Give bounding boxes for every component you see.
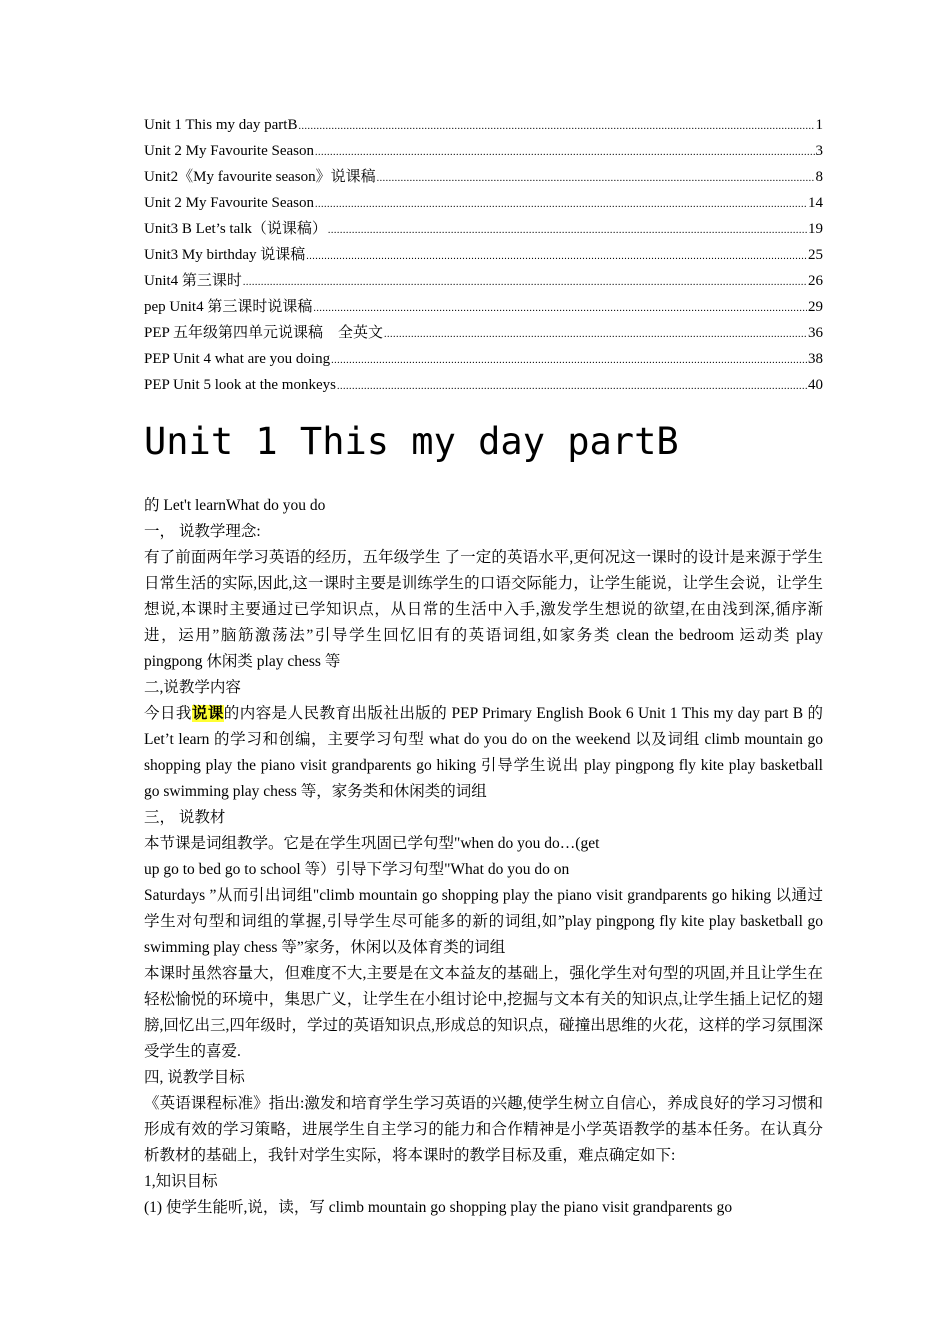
toc-entry[interactable] [144, 268, 823, 294]
toc-entry[interactable] [144, 346, 823, 372]
paragraph: 的 Let't learnWhat do you do [144, 497, 326, 514]
toc-leader-dots [298, 114, 814, 138]
toc-leader-dots [315, 192, 807, 216]
section-label: 1,知识目标 [144, 1173, 218, 1190]
toc-entry[interactable] [144, 216, 823, 242]
toc-leader-dots [315, 140, 815, 164]
body-text [144, 493, 823, 1221]
toc-entry-page: 8 [815, 169, 823, 185]
toc-entry-title: PEP Unit 5 look at the monkeys [144, 377, 336, 393]
paragraph-text: 的内容是人民教育出版社出版的 PEP Primary English Book 6 Unit 1 This my day part B 的 Let’t learn 的学习和创编，主要学习句型 what do you do on the weekend 以及词组 climb mountain go shopping play the piano visit grandparents go hiking 引导学生说出 play pingpong fly kite play basketball go swimming play chess 等，家务类和休闲类的词组 [144, 705, 823, 800]
paragraph [144, 701, 823, 805]
toc-entry-title: Unit 1 This my day partB [144, 117, 298, 133]
toc-entry-title: pep Unit4 第三课时说课稿 [144, 299, 313, 315]
toc-entry-page: 3 [815, 143, 823, 159]
paragraph: 《英语课程标准》指出:激发和培育学生学习英语的兴趣,使学生树立自信心，养成良好的学习习惯和形成有效的学习策略，进展学生自主学习的能力和合作精神是小学英语教学的基本任务。在认真分析教材的基础上，我针对学生实际，将本课时的教学目标及重，难点确定如下: [144, 1095, 823, 1164]
section-label: 二,说教学内容 [144, 679, 241, 696]
toc-entry-page: 14 [808, 195, 823, 211]
toc-entry-page: 36 [808, 325, 823, 341]
paragraph: Saturdays ”从而引出词组"climb mountain go shopping play the piano visit grandparents go hiking 以通过学生对句型和词组的掌握,引导学生尽可能多的新的词组,如”play pingpong fly kite play basketball go swimming play chess 等”家务，休闲以及体育类的词组 [144, 887, 823, 956]
toc-leader-dots [331, 348, 807, 372]
toc-entry-page: 38 [808, 351, 823, 367]
toc-entry[interactable] [144, 112, 823, 138]
toc-entry[interactable] [144, 164, 823, 190]
section-label: 四, 说教学目标 [144, 1069, 245, 1086]
toc-entry-page: 40 [808, 377, 823, 393]
toc-entry-page: 1 [815, 117, 823, 133]
toc-entry[interactable] [144, 372, 823, 398]
toc-leader-dots [243, 270, 807, 294]
toc-entry-title: Unit 2 My Favourite Season [144, 143, 314, 159]
toc-entry-title: Unit3 My birthday 说课稿 [144, 247, 306, 263]
toc-entry-page: 19 [808, 221, 823, 237]
toc-leader-dots [384, 322, 807, 346]
paragraph: (1) 使学生能听,说，读，写 climb mountain go shopping play the piano visit grandparents go [144, 1199, 733, 1216]
toc-leader-dots [337, 374, 807, 398]
toc-entry-title: Unit3 B Let’s talk（说课稿） [144, 221, 327, 237]
toc-entry-title: Unit 2 My Favourite Season [144, 195, 314, 211]
toc-entry-page: 25 [808, 247, 823, 263]
table-of-contents [144, 112, 823, 398]
toc-leader-dots [377, 166, 815, 190]
toc-entry[interactable] [144, 190, 823, 216]
paragraph: up go to bed go to school 等）引导下学习句型"What do you do on [144, 861, 570, 878]
section-label: 一， 说教学理念: [144, 523, 261, 540]
paragraph: 有了前面两年学习英语的经历，五年级学生 了一定的英语水平,更何况这一课时的设计是来源于学生日常生活的实际,因此,这一课时主要是训练学生的口语交际能力，让学生能说，让学生会说，让学生想说,本课时主要通过已学知识点，从日常的生活中入手,激发学生想说的欲望,在由浅到深,循序渐进，运用”脑筋激荡法”引导学生回忆旧有的英语词组,如家务类 clean the bedroom 运动类 play pingpong 休闲类 play chess 等 [144, 549, 823, 670]
toc-entry-page: 26 [808, 273, 823, 289]
toc-entry-title: Unit2《My favourite season》说课稿 [144, 169, 376, 185]
highlighted-term: 说课 [191, 705, 224, 722]
toc-entry-title: Unit4 第三课时 [144, 273, 242, 289]
toc-leader-dots [313, 296, 807, 320]
toc-leader-dots [306, 244, 807, 268]
toc-entry-title: PEP 五年级第四单元说课稿 全英文 [144, 325, 384, 341]
toc-entry-title: PEP Unit 4 what are you doing [144, 351, 331, 367]
toc-entry[interactable] [144, 242, 823, 268]
toc-entry[interactable] [144, 138, 823, 164]
section-heading: Unit 1 This my day partB [144, 420, 679, 463]
toc-entry[interactable] [144, 320, 823, 346]
toc-entry-page: 29 [808, 299, 823, 315]
paragraph-text: 今日我 [144, 705, 192, 722]
toc-entry[interactable] [144, 294, 823, 320]
toc-leader-dots [328, 218, 807, 242]
paragraph: 本课时虽然容量大，但难度不大,主要是在文本益友的基础上，强化学生对句型的巩固,并且让学生在轻松愉悦的环境中，集思广义，让学生在小组讨论中,挖掘与文本有关的知识点,让学生插上记忆的翅膀,回忆出三,四年级时，学过的英语知识点,形成总的知识点，碰撞出思维的火花，这样的学习氛围深受学生的喜爱. [144, 965, 823, 1060]
paragraph: 本节课是词组教学。它是在学生巩固已学句型"when do you do…(get [144, 835, 600, 852]
section-label: 三， 说教材 [144, 809, 226, 826]
